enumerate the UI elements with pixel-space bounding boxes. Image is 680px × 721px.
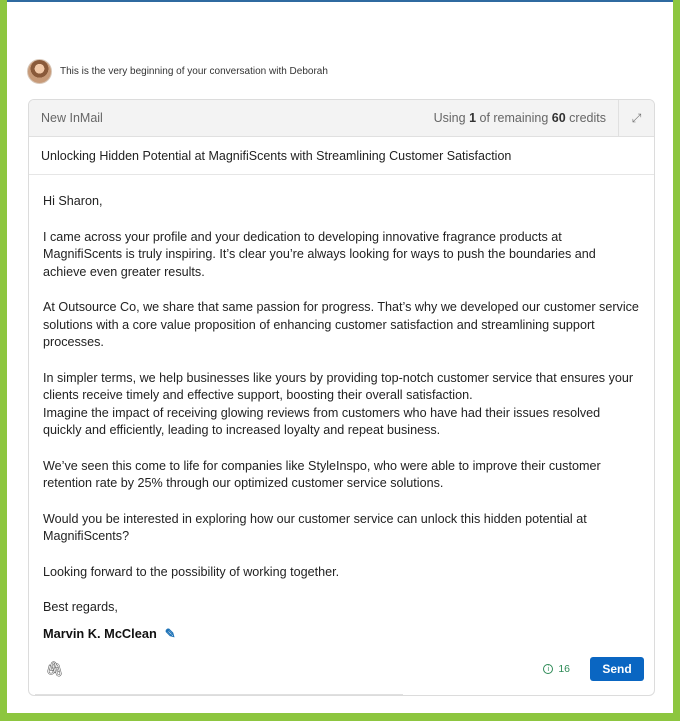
credits-prefix: Using: [433, 111, 466, 125]
inmail-composer: [28, 99, 655, 696]
character-count: [543, 663, 570, 675]
count-value: 16: [558, 663, 570, 675]
paragraph-1: I came across your profile and your dedication to developing innovative fragrance products at MagnifiScents is truly inspiring. It’s clear you’re always looking for ways to push the boundaries and achieve even greater results.: [43, 229, 596, 279]
signoff: Best regards,: [43, 600, 118, 614]
credits-used: 1: [469, 111, 477, 125]
subject-field[interactable]: Unlocking Hidden Potential at MagnifiScents with Streamlining Customer Satisfaction: [29, 137, 654, 175]
signature: [43, 625, 640, 643]
paragraph-2: At Outsource Co, we share that same passion for progress. That’s why we developed our customer service solutions with a core value proposition of enhancing customer satisfaction and streamlining support processes.: [43, 300, 639, 349]
message-body[interactable]: [29, 175, 654, 642]
paragraph-3a: In simpler terms, we help businesses like yours by providing top-notch customer service that ensures your clients receive timely and effective support, boosting their overall satisfaction.: [43, 370, 634, 402]
credits-suffix: credits: [569, 111, 606, 125]
composer-title: New InMail: [41, 111, 103, 125]
signature-name: Marvin K. McClean: [43, 625, 157, 641]
composer-header: [29, 100, 654, 137]
avatar[interactable]: [27, 59, 52, 84]
expand-icon[interactable]: ⤢: [618, 100, 654, 137]
send-button[interactable]: Send: [590, 657, 644, 681]
composer-footer: [29, 643, 654, 695]
attachment-icon[interactable]: 🖇: [45, 661, 65, 678]
credits-mid: of remaining: [479, 111, 549, 125]
credits-info: [434, 111, 606, 125]
paragraph-6: Looking forward to the possibility of working together.: [43, 564, 340, 579]
paragraph-5: Would you be interested in exploring how our customer service can unlock this hidden potential at MagnifiScents?: [43, 511, 587, 543]
paragraph-3b: Imagine the impact of receiving glowing reviews from customers who have had their issues resolved quickly and efficiently, leading to increased loyalty and repeat business.: [43, 405, 601, 437]
paragraph-4: We’ve seen this come to life for companies like StyleInspo, who were able to improve their customer retention rate by 25% through our optimized customer service solutions.: [43, 458, 601, 490]
pencil-icon[interactable]: ✎: [164, 625, 176, 641]
greeting: Hi Sharon,: [43, 194, 103, 208]
intro-text: This is the very beginning of your conversation with Deborah: [60, 65, 328, 77]
conversation-intro: [27, 58, 328, 84]
divider: [35, 694, 403, 695]
info-icon: i: [543, 664, 553, 674]
credits-remaining: 60: [551, 111, 566, 125]
page: [7, 0, 673, 713]
